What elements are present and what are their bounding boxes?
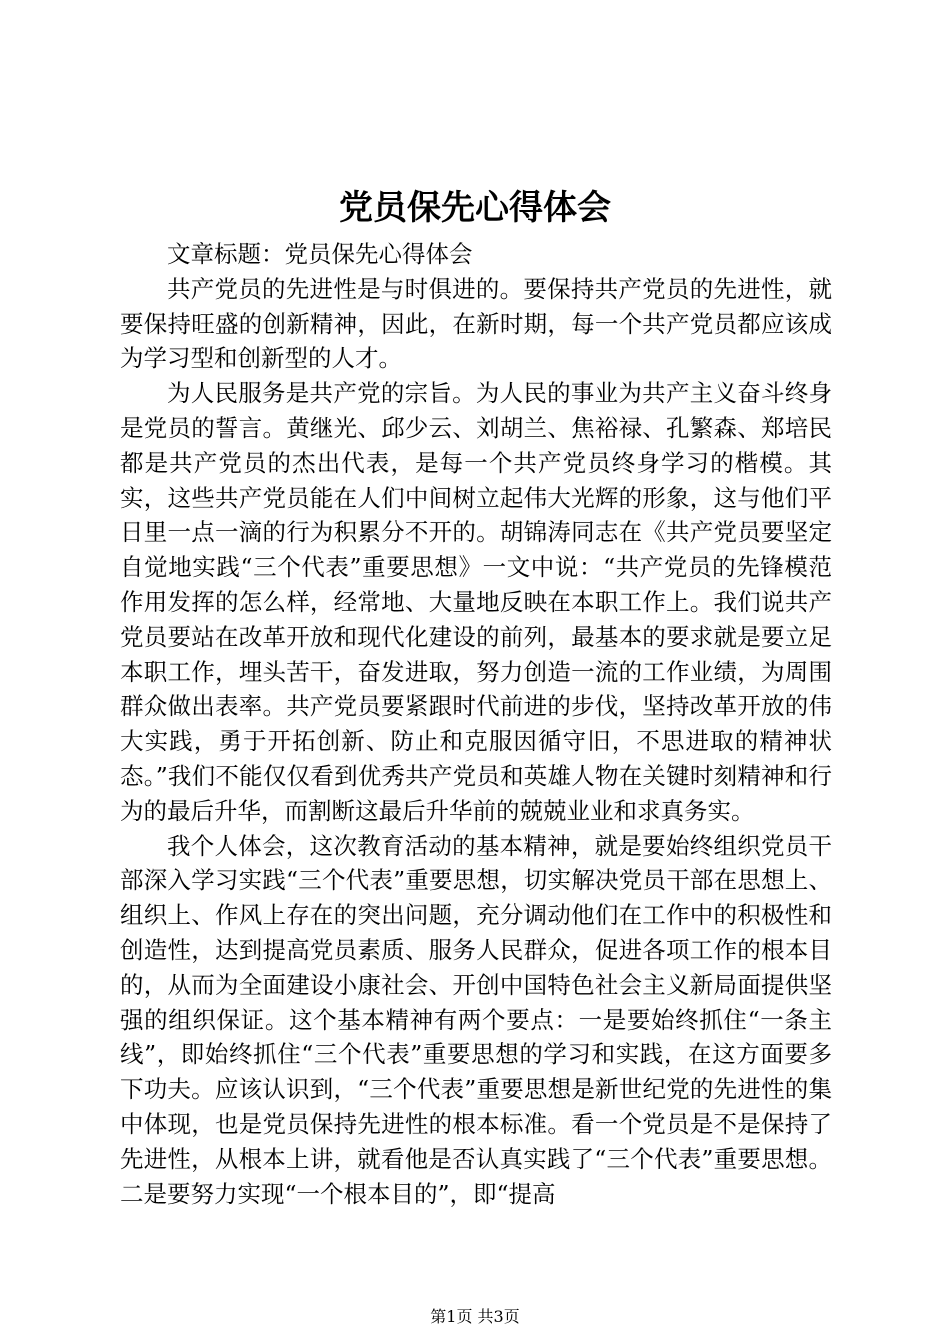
paragraph: 为人民服务是共产党的宗旨。为人民的事业为共产主义奋斗终身是党员的誓言。黄继光、邱少云、刘胡兰、焦裕禄、孔繁森、郑培民都是共产党员的杰出代表，是每一个共产党员终身学习的楷模。其实，这些共产党员能在人们中间树立起伟大光辉的形象，这与他们平日里一点一滴的行为积累分不开的。胡锦涛同志在《共产党员要坚定自觉地实践“三个代表”重要思想》一文中说：“共产党员的先锋模范作用发挥的怎么样，经常地、大量地反映在本职工作上。我们说共产党员要站在改革开放和现代化建设的前列，最基本的要求就是要立足本职工作，埋头苦干，奋发进取，努力创造一流的工作业绩，为周围群众做出表率。共产党员要紧跟时代前进的步伐，坚持改革开放的伟大实践，勇于开拓创新、防止和克服因循守旧，不思进取的精神状态。”我们不能仅仅看到优秀共产党员和英雄人物在关键时刻精神和行为的最后升华，而割断这最后升华前的兢兢业业和求真务实。 bbox=[120, 379, 832, 825]
document-body bbox=[120, 237, 832, 1211]
page-footer: 第1页 共3页 bbox=[430, 1307, 520, 1326]
article-title-line: 文章标题：党员保先心得体会 bbox=[167, 240, 473, 268]
paragraph: 共产党员的先进性是与时俱进的。要保持共产党员的先进性，就要保持旺盛的创新精神，因此，在新时期，每一个共产党员都应该成为学习型和创新型的人才。 bbox=[120, 274, 832, 373]
paragraph: 我个人体会，这次教育活动的基本精神，就是要始终组织党员干部深入学习实践“三个代表”重要思想，切实解决党员干部在思想上、组织上、作风上存在的突出问题，充分调动他们在工作中的积极性和创造性，达到提高党员素质、服务人民群众，促进各项工作的根本目的，从而为全面建设小康社会、开创中国特色社会主义新局面提供坚强的组织保证。这个基本精神有两个要点：一是要始终抓住“一条主线”，即始终抓住“三个代表”重要思想的学习和实践，在这方面要多下功夫。应该认识到，“三个代表”重要思想是新世纪党的先进性的集中体现，也是党员保持先进性的根本标准。看一个党员是不是保持了先进性，从根本上讲，就看他是否认真实践了“三个代表”重要思想。二是要努力实现“一个根本目的”，即“提高 bbox=[120, 831, 832, 1208]
document-title: 党员保先心得体会 bbox=[339, 188, 611, 228]
